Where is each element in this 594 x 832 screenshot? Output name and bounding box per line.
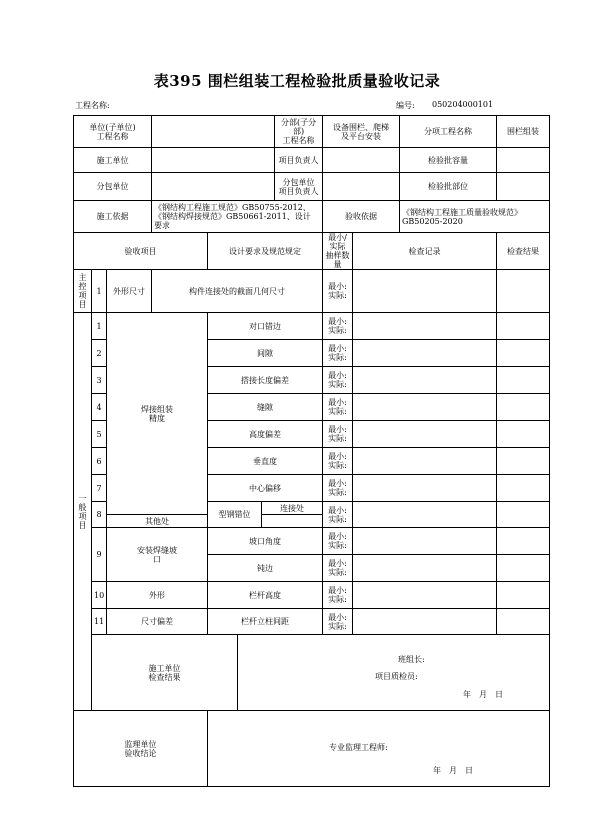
sample-cell[interactable] (323, 555, 353, 582)
general-row-1 (74, 313, 550, 340)
row-desc: 构件连接处的截面几何尺寸 (152, 270, 323, 313)
sample-cell[interactable] (323, 475, 353, 502)
row-num: 9 (92, 528, 107, 582)
supervision-date: 年 月 日 (433, 766, 474, 775)
min-label: 最小: (328, 479, 347, 488)
row-num: 2 (92, 340, 107, 367)
row-desc: 间隙 (208, 340, 323, 367)
number-value: 050204000101 (432, 100, 494, 109)
result-cell[interactable] (497, 421, 550, 448)
accept-basis-value: 《钢结构工程施工质量验收规范》 GB50205-2020 (400, 201, 550, 233)
row-desc: 垂直度 (208, 448, 323, 475)
sample-cell[interactable] (323, 528, 353, 555)
record-cell[interactable] (353, 313, 497, 340)
item-label: 分项工程名称 (400, 116, 497, 148)
actual-label: 实际: (328, 621, 347, 631)
construction-result-row (74, 635, 550, 711)
engineer-label: 专业监理工程师: (329, 743, 388, 752)
actual-label: 实际: (328, 326, 347, 335)
row11-name: 尺寸偏差 (107, 609, 208, 635)
weld-group-label: 焊接组装 精度 (107, 313, 208, 515)
general-group-label: 一 般 项 目 (74, 313, 92, 711)
subcontractor-label: 分包单位 (74, 173, 152, 201)
result-cell[interactable] (497, 528, 550, 555)
result-cell[interactable] (497, 313, 550, 340)
row-desc: 搭接长度偏差 (208, 367, 323, 394)
column-header-row (74, 233, 550, 270)
col-sample: 最小/实际 抽样数量 (323, 233, 353, 270)
row8-sub2: 其他处 (107, 515, 208, 528)
contractor-value[interactable] (152, 148, 275, 173)
record-cell[interactable] (353, 555, 497, 582)
actual-label: 实际: (328, 461, 347, 470)
row-num: 3 (92, 367, 107, 394)
min-label: 最小: (328, 586, 347, 595)
basis-value: 《钢结构工程施工规范》GB50755-2012、 《钢结构焊接规范》GB50661-2011、设计 要求 (152, 201, 323, 233)
main-control-row (74, 270, 550, 313)
page-title: 表395 围栏组装工程检验批质量验收记录 (153, 72, 441, 90)
min-label: 最小: (328, 344, 347, 353)
unit-label: 单位(子单位) 工程名称 (74, 116, 152, 148)
location-value[interactable] (497, 173, 550, 201)
sample-cell[interactable] (323, 421, 353, 448)
row-desc: 高度偏差 (208, 421, 323, 448)
col-result: 检查结果 (497, 233, 550, 270)
actual-label: 实际: (328, 291, 347, 300)
row9-name: 安装焊缝坡 口 (107, 528, 208, 582)
general-row-9a (74, 528, 550, 555)
capacity-label: 检验批容量 (400, 148, 497, 173)
record-cell[interactable] (353, 609, 497, 635)
col-record: 检查记录 (353, 233, 497, 270)
header-row-unit (74, 116, 550, 148)
result-cell[interactable] (497, 582, 550, 609)
col-design: 设计要求及规范规定 (208, 233, 323, 270)
general-row-11 (74, 609, 550, 635)
header-row-subcontractor (74, 173, 550, 201)
row-num: 4 (92, 394, 107, 421)
min-label: 最小: (328, 398, 347, 407)
result-cell[interactable] (497, 394, 550, 421)
unit-value[interactable] (152, 116, 275, 148)
result-cell[interactable] (497, 502, 550, 528)
row8-label: 型钢错位 (208, 502, 262, 528)
record-cell[interactable] (353, 502, 497, 528)
team-leader-label: 班组长: (398, 655, 425, 664)
min-label: 最小: (328, 559, 347, 568)
sample-cell[interactable] (323, 582, 353, 609)
accept-basis-label: 验收依据 (323, 201, 400, 233)
actual-label: 实际: (328, 488, 347, 497)
row8-sub1: 连接处 (262, 502, 323, 515)
min-label: 最小: (328, 317, 347, 326)
header-row-contractor (74, 148, 550, 173)
actual-label: 实际: (328, 541, 347, 550)
row-num: 8 (92, 502, 107, 528)
pm-value[interactable] (323, 148, 400, 173)
row-name: 外形尺寸 (107, 270, 152, 313)
supervision-label: 监理单位 验收结论 (74, 711, 208, 787)
row9-sub2: 钝边 (208, 555, 323, 582)
min-label: 最小: (328, 425, 347, 434)
result-cell[interactable] (497, 340, 550, 367)
result-cell[interactable] (497, 367, 550, 394)
actual-label: 实际: (328, 434, 347, 443)
basis-label: 施工依据 (74, 201, 152, 233)
row-desc: 中心偏移 (208, 475, 323, 502)
main-group-label: 主 控 项 目 (74, 270, 92, 313)
row-num: 7 (92, 475, 107, 502)
min-label: 最小: (328, 371, 347, 380)
contractor-label: 施工单位 (74, 148, 152, 173)
construction-signature-area[interactable] (238, 635, 550, 711)
pm-label: 项目负责人 (275, 148, 323, 173)
result-cell[interactable] (497, 448, 550, 475)
actual-label: 实际: (328, 595, 347, 604)
row-num: 6 (92, 448, 107, 475)
inspector-label: 项目质检员: (375, 672, 418, 681)
header-row-basis (74, 201, 550, 233)
row11-desc: 栏杆立柱间距 (208, 609, 323, 635)
record-cell[interactable] (353, 528, 497, 555)
actual-label: 实际: (328, 380, 347, 389)
col-item: 验收项目 (74, 233, 208, 270)
min-label: 最小: (328, 532, 347, 541)
supervision-result-row (74, 711, 550, 787)
sample-cell[interactable] (323, 270, 353, 313)
min-label: 最小: (328, 505, 347, 515)
min-label: 最小: (328, 612, 347, 622)
subcontractor-value[interactable] (152, 173, 275, 201)
actual-label: 实际: (328, 568, 347, 577)
sample-cell[interactable] (323, 313, 353, 340)
sample-cell[interactable] (323, 502, 353, 528)
record-cell[interactable] (353, 367, 497, 394)
record-cell[interactable] (353, 340, 497, 367)
construction-label: 施工单位 检查结果 (92, 635, 238, 711)
result-cell[interactable] (497, 475, 550, 502)
sub-pm-value[interactable] (323, 173, 400, 201)
row-num: 1 (92, 270, 107, 313)
sample-cell[interactable] (323, 340, 353, 367)
record-cell[interactable] (353, 448, 497, 475)
result-cell[interactable] (497, 270, 550, 313)
sub-pm-label: 分包单位 项目负责人 (275, 173, 323, 201)
row10-desc: 栏杆高度 (208, 582, 323, 609)
row-desc: 缝隙 (208, 394, 323, 421)
min-label: 最小: (328, 282, 347, 291)
result-cell[interactable] (497, 555, 550, 582)
sample-cell[interactable] (323, 367, 353, 394)
subunit-label: 分部(子分部) 工程名称 (275, 116, 323, 148)
result-cell[interactable] (497, 609, 550, 635)
sample-cell[interactable] (323, 448, 353, 475)
subunit-value: 设备围栏、爬梯 及平台安装 (323, 116, 400, 148)
row-num: 5 (92, 421, 107, 448)
location-label: 检验批部位 (400, 173, 497, 201)
capacity-value[interactable] (497, 148, 550, 173)
record-cell[interactable] (353, 421, 497, 448)
record-cell[interactable] (353, 394, 497, 421)
row9-sub1: 坡口角度 (208, 528, 323, 555)
inspection-table (73, 115, 550, 787)
row-num: 11 (92, 609, 107, 635)
row10-name: 外形 (107, 582, 208, 609)
construction-date: 年 月 日 (463, 690, 504, 699)
record-cell[interactable] (353, 475, 497, 502)
sample-cell[interactable] (323, 394, 353, 421)
item-value: 围栏组装 (497, 116, 550, 148)
actual-label: 实际: (328, 407, 347, 416)
general-row-10 (74, 582, 550, 609)
record-cell[interactable] (353, 270, 497, 313)
row-num: 1 (92, 313, 107, 340)
row-desc: 对口错边 (208, 313, 323, 340)
actual-label: 实际: (328, 514, 347, 524)
supervision-signature-area[interactable] (208, 711, 550, 787)
number-label: 编号: (396, 101, 415, 110)
min-label: 最小: (328, 452, 347, 461)
record-cell[interactable] (353, 582, 497, 609)
sample-cell[interactable] (323, 609, 353, 635)
row-num: 10 (92, 582, 107, 609)
project-name-label: 工程名称: (75, 101, 110, 110)
actual-label: 实际: (328, 353, 347, 362)
